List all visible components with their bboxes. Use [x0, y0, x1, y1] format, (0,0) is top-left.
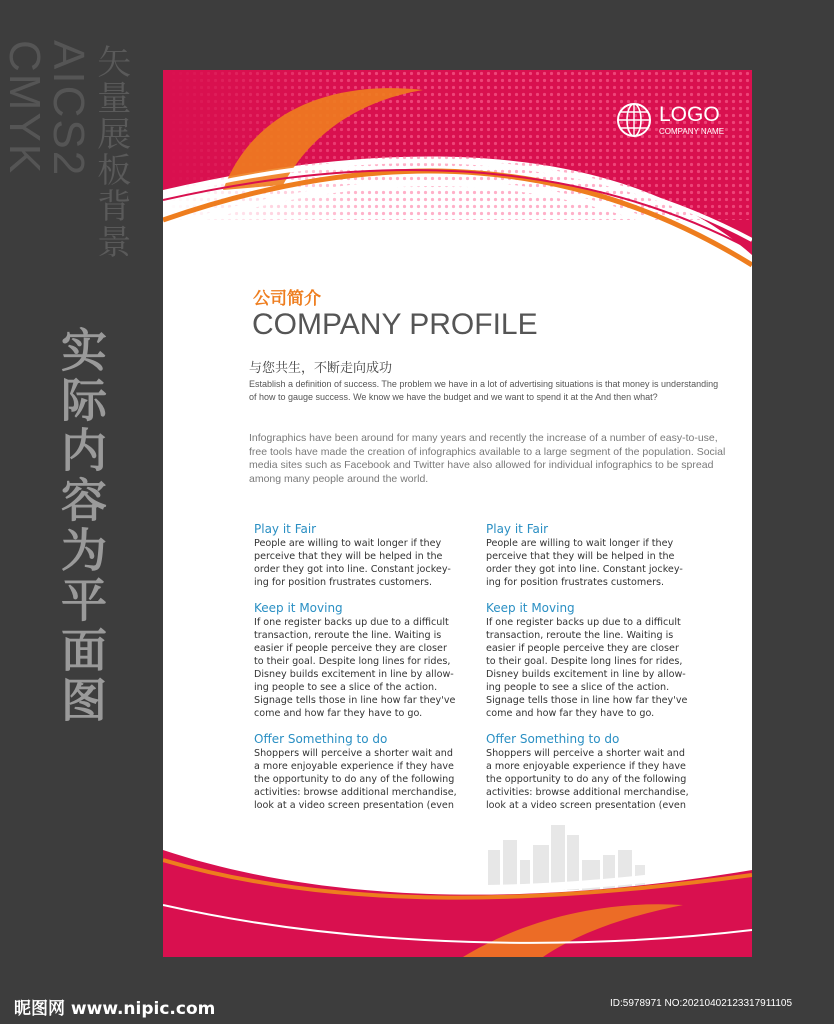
section-heading: Play it Fair: [486, 522, 549, 536]
section-body: People are willing to wait longer if they perceive that they will be helped in the order they got into line. Constant jockey- ing for position frustrates customers.: [486, 538, 683, 588]
section-heading: Keep it Moving: [486, 601, 575, 615]
section-body: If one register backs up due to a difficult transaction, reroute the line. Waiting is easier if people perceive they are closer to their goal. Despite long lines for rides, Disney builds excitement in line by allow- ing people to see a slice of the action. Signage tells those in line how far they've come and how far they have to go.: [254, 617, 456, 719]
section-heading: Play it Fair: [254, 522, 317, 536]
image-id: ID:5978971 NO:20210402123317911105: [610, 998, 793, 1009]
section-offer-something: [486, 732, 701, 812]
section-body: People are willing to wait longer if they perceive that they will be helped in the order they got into line. Constant jockey- ing for position frustrates customers.: [254, 538, 451, 588]
logo-company-name: COMPANY NAME: [659, 127, 725, 136]
watermark-site: 昵图网 www.nipic.com: [14, 999, 216, 1019]
side-english-label: AICS2 CMYK: [0, 40, 93, 178]
section-heading: Offer Something to do: [486, 732, 620, 746]
side-chinese-subtitle: 矢量展板背景: [90, 44, 131, 260]
section-keep-it-moving: [486, 601, 701, 720]
slogan: 与您共生，不断走向成功: [249, 361, 393, 376]
section-offer-something: [254, 732, 469, 812]
logo-text: LOGO: [659, 103, 720, 126]
section-keep-it-moving: [254, 601, 469, 720]
globe-icon: [615, 101, 653, 139]
title-english: COMPANY PROFILE: [252, 308, 538, 341]
intro-paragraph-2: Infographics have been around for many years and recently the increase of a number of easy-to-use, free tools have made the creation of infographics available to a large segment of the population. Social media sites such as Facebook and Twitter have also allowed for individual infographics to be spread among many people around the world.: [249, 432, 726, 486]
profile-board: [163, 70, 752, 957]
section-heading: Keep it Moving: [254, 601, 343, 615]
side-chinese-notice: 实际内容为平面图: [54, 326, 108, 726]
section-heading: Offer Something to do: [254, 732, 388, 746]
section-body: If one register backs up due to a difficult transaction, reroute the line. Waiting is easier if people perceive they are closer to their goal. Despite long lines for rides, Disney builds excitement in line by allow- ing people to see a slice of the action. Signage tells those in line how far they've come and how far they have to go.: [486, 617, 688, 719]
logo: [615, 100, 724, 140]
board-decoration: [163, 70, 752, 957]
intro-paragraph-1: Establish a definition of success. The problem we have in a lot of advertising situations is that money is understanding of how to gauge success. We know we have the budget and we want to spend it at the And then what?: [249, 379, 719, 402]
section-play-it-fair: [254, 522, 469, 589]
title-chinese: 公司简介: [253, 289, 321, 309]
section-play-it-fair: [486, 522, 701, 589]
section-body: Shoppers will perceive a shorter wait and a more enjoyable experience if they have the opportunity to do any of the following activities: browse additional merchandise, look at a video screen presentation (even: [254, 748, 457, 811]
section-body: Shoppers will perceive a shorter wait and a more enjoyable experience if they have the opportunity to do any of the following activities: browse additional merchandise, look at a video screen presentation (even: [486, 748, 689, 811]
